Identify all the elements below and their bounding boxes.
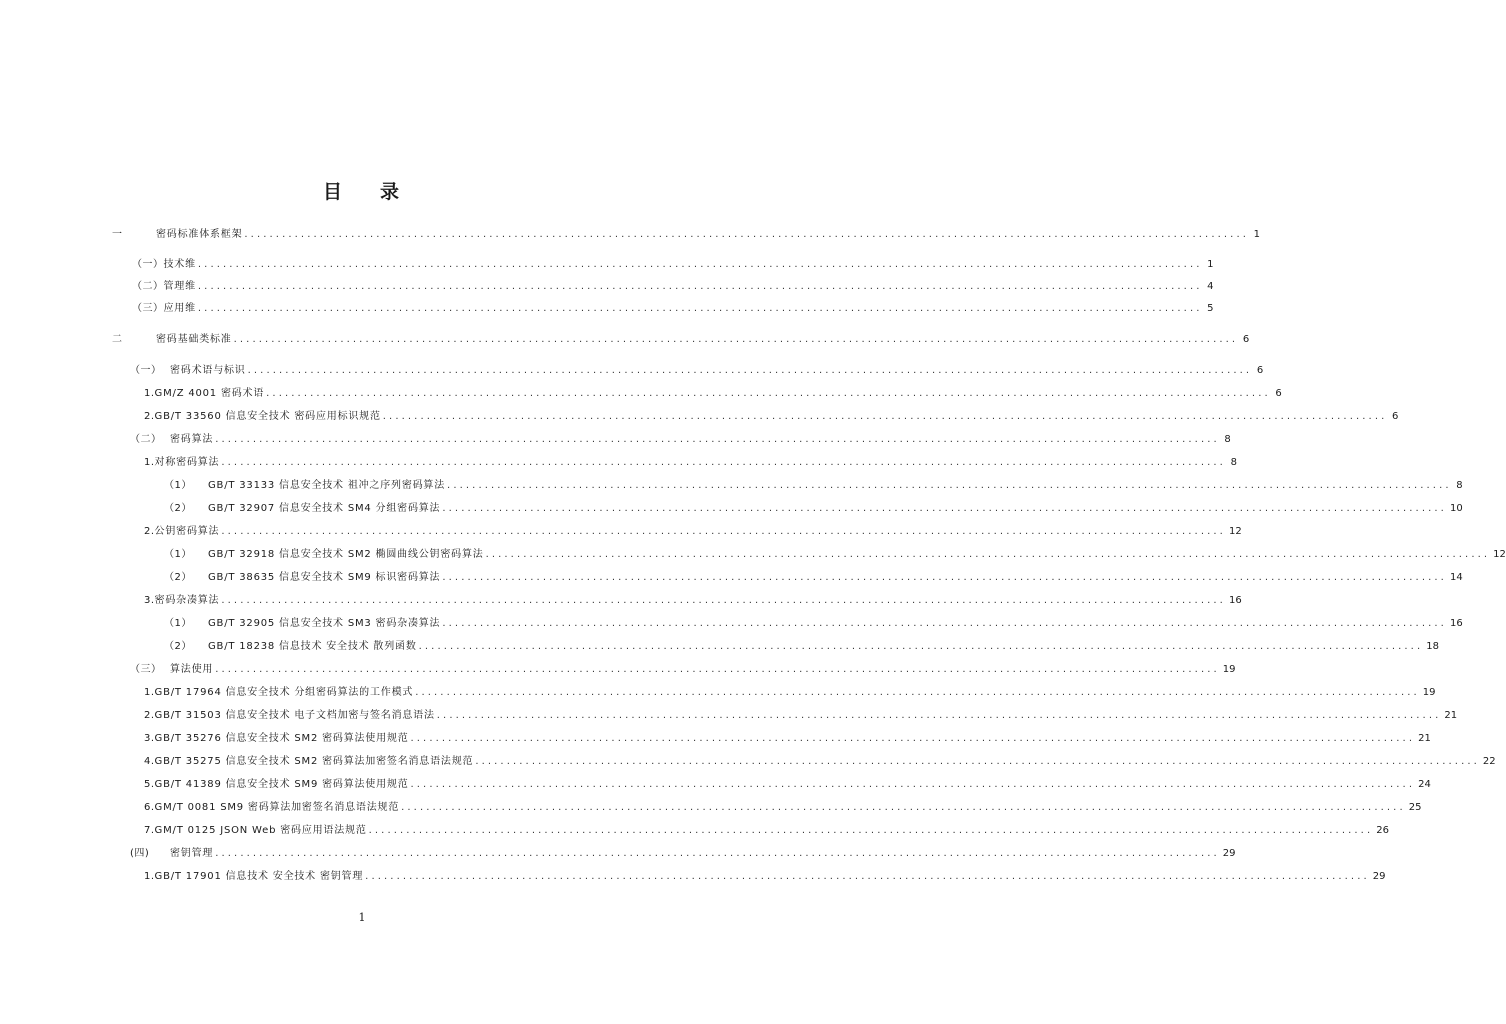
toc-entry[interactable] [144,590,1242,608]
toc-entry-number: 1. [144,457,155,468]
toc-entry-page: 12 [1228,526,1242,537]
dot-leader: ................................................................................................................................................................ [410,779,1416,790]
toc-entry-title: GB/T 33560 信息安全技术 密码应用标识规范 [154,411,381,422]
toc-entry-page: 16 [1449,618,1463,629]
toc-entry-number: 1. [144,871,155,882]
toc-entry[interactable] [112,329,1250,347]
toc-entry-page: 18 [1426,641,1439,652]
toc-entry-title: 密码杂凑算法 [154,595,220,606]
toc-entry-title: GB/T 33133 信息安全技术 祖冲之序列密码算法 [208,480,446,491]
toc-entry-number: （2） [164,572,192,583]
toc-entry[interactable] [164,613,1463,631]
toc-entry-number: 一 [112,229,123,240]
toc-entry-page: 26 [1376,825,1389,836]
toc-entry-number: 2. [144,710,155,721]
toc-entry-page: 8 [1224,434,1231,445]
toc-entry-page: 10 [1449,503,1463,514]
toc-entry-page: 29 [1372,871,1386,882]
dot-leader: ................................................................................................................................................................ [197,259,1203,270]
dot-leader: ................................................................................................................................................................ [442,618,1447,629]
dot-leader: ................................................................................................................................................................ [368,825,1374,836]
toc-title [0,177,724,204]
toc-entry-page: 21 [1444,710,1458,721]
toc-entry-number: 5. [144,779,155,790]
toc-entry-title: 密码术语与标识 [170,365,246,376]
toc-entry-number: 二 [112,334,123,345]
toc-entry-number: (四) [130,848,150,859]
dot-leader: ................................................................................................................................................................ [215,434,1220,445]
dot-leader: ................................................................................................................................................................ [197,281,1203,292]
toc-entry-page: 6 [1275,388,1282,399]
toc-entry-number: （2） [164,503,192,514]
toc-entry-number: 4. [144,756,155,767]
toc-entry[interactable] [144,452,1237,470]
toc-entry-number: （1） [164,618,192,629]
toc-entry-page: 19 [1422,687,1436,698]
toc-entry-title: GB/T 35275 信息安全技术 SM2 密码算法加密签名消息语法规范 [154,756,474,767]
toc-entry-title: GB/T 18238 信息技术 安全技术 散列函数 [208,641,417,652]
toc-entry-title: 公钥密码算法 [154,526,220,537]
toc-entry-page: 6 [1392,411,1399,422]
toc-entry-page: 19 [1222,664,1236,675]
toc-entry-title: GB/T 41389 信息安全技术 SM9 密码算法使用规范 [154,779,409,790]
toc-entry-number: 3. [144,595,155,606]
toc-entry-page: 21 [1418,733,1431,744]
toc-entry-title: 密码基础类标准 [156,334,232,345]
dot-leader: ................................................................................................................................................................ [436,710,1442,721]
dot-leader: ................................................................................................................................................................ [197,303,1203,314]
dot-leader: ................................................................................................................................................................ [266,388,1271,399]
toc-entry[interactable] [144,774,1431,792]
dot-leader: ................................................................................................................................................................ [365,871,1370,882]
toc-entry-number: （2） [164,641,192,652]
toc-title-part1: 目 [322,181,344,203]
toc-entry-page: 1 [1253,229,1260,240]
dot-leader: ................................................................................................................................................................ [442,503,1447,514]
toc-entry-number: （三） [132,303,164,314]
toc-entry-title: 对称密码算法 [154,457,220,468]
toc-entry-number: （一） [130,365,162,376]
toc-entry-number: 7. [144,825,155,836]
dot-leader: ................................................................................................................................................................ [475,756,1480,767]
dot-leader: ................................................................................................................................................................ [215,664,1220,675]
toc-entry[interactable] [144,705,1458,723]
toc-entry[interactable] [144,383,1282,401]
toc-entry[interactable] [164,636,1439,654]
toc-entry-number: （一） [132,259,164,270]
toc-entry-page: 1 [1207,259,1214,270]
toc-entry-number: （三） [130,664,162,675]
toc-entry-title: 密码算法 [170,434,214,445]
toc-entry[interactable] [130,429,1231,447]
toc-title-part2: 录 [380,181,402,203]
toc-entry-page: 25 [1408,802,1422,813]
toc-entry[interactable] [144,797,1422,815]
toc-entry[interactable] [132,276,1214,294]
dot-leader: ................................................................................................................................................................ [447,480,1452,491]
toc-entry[interactable] [144,406,1399,424]
dot-leader: ................................................................................................................................................................ [410,733,1416,744]
toc-entry-title: GB/T 31503 信息安全技术 电子文档加密与签名消息语法 [154,710,435,721]
toc-entry[interactable] [130,360,1264,378]
toc-entry-page: 5 [1207,303,1214,314]
toc-entry-page: 4 [1207,281,1214,292]
toc-entry[interactable] [164,544,1506,562]
toc-entry-number: 1. [144,687,155,698]
toc-entry[interactable] [164,475,1463,493]
page-number: 1 [358,911,366,924]
toc-entry[interactable] [132,254,1214,272]
toc-entry-number: 2. [144,411,155,422]
toc-entry-page: 14 [1449,572,1463,583]
dot-leader: ................................................................................................................................................................ [418,641,1424,652]
dot-leader: ................................................................................................................................................................ [247,365,1253,376]
toc-entry-page: 6 [1242,334,1250,345]
toc-entry-title: GB/T 38635 信息安全技术 SM9 标识密码算法 [208,572,441,583]
toc-entry[interactable] [132,298,1214,316]
dot-leader: ................................................................................................................................................................ [233,334,1239,345]
dot-leader: ................................................................................................................................................................ [442,572,1447,583]
toc-entry[interactable] [112,224,1260,242]
toc-entry-page: 22 [1482,756,1496,767]
toc-entry[interactable] [144,820,1389,838]
toc-entry-page: 29 [1222,848,1236,859]
toc-entry-title: GB/T 35276 信息安全技术 SM2 密码算法使用规范 [154,733,409,744]
toc-entry-title: 密钥管理 [170,848,214,859]
toc-entry-title: 管理维 [163,281,196,292]
dot-leader: ................................................................................................................................................................ [485,549,1491,560]
toc-entry-page: 6 [1256,365,1264,376]
dot-leader: ................................................................................................................................................................ [244,229,1249,240]
toc-entry[interactable] [144,521,1242,539]
toc-entry-title: GB/T 32905 信息安全技术 SM3 密码杂凑算法 [208,618,441,629]
toc-entry[interactable] [130,659,1236,677]
toc-entry-title: GB/T 32907 信息安全技术 SM4 分组密码算法 [208,503,441,514]
toc-entry-number: 3. [144,733,155,744]
toc-entry[interactable] [164,567,1463,585]
toc-entry-page: 12 [1493,549,1506,560]
toc-entry-title: GM/T 0081 SM9 密码算法加密签名消息语法规范 [154,802,400,813]
toc-entry-title: GB/T 17901 信息技术 安全技术 密钥管理 [154,871,364,882]
toc-entry[interactable] [130,843,1236,861]
toc-entry[interactable] [144,728,1431,746]
toc-entry[interactable] [164,498,1463,516]
dot-leader: ................................................................................................................................................................ [382,411,1388,422]
toc-entry-number: 2. [144,526,155,537]
toc-entry-title: 技术维 [163,259,196,270]
toc-entry-page: 16 [1228,595,1242,606]
toc-entry-page: 8 [1456,480,1463,491]
dot-leader: ................................................................................................................................................................ [401,802,1406,813]
toc-entry-page: 24 [1418,779,1431,790]
dot-leader: ................................................................................................................................................................ [221,595,1226,606]
toc-entry-number: （二） [132,281,164,292]
toc-entry-title: GM/T 0125 JSON Web 密码应用语法规范 [154,825,367,836]
toc-entry-number: （二） [130,434,162,445]
dot-leader: ................................................................................................................................................................ [215,848,1220,859]
dot-leader: ................................................................................................................................................................ [221,457,1226,468]
dot-leader: ................................................................................................................................................................ [221,526,1226,537]
toc-entry-number: （1） [164,480,192,491]
toc-entry-title: GB/T 17964 信息安全技术 分组密码算法的工作模式 [154,687,414,698]
dot-leader: ................................................................................................................................................................ [415,687,1420,698]
toc-entry-title: 应用维 [163,303,196,314]
toc-entry[interactable] [144,751,1496,769]
toc-entry-page: 8 [1230,457,1237,468]
toc-entry-title: GM/Z 4001 密码术语 [154,388,265,399]
toc-entry[interactable] [144,866,1386,884]
toc-entry-title: GB/T 32918 信息安全技术 SM2 椭圆曲线公钥密码算法 [208,549,484,560]
toc-entry-number: 1. [144,388,155,399]
toc-entry-title: 密码标准体系框架 [156,229,243,240]
toc-entry-number: （1） [164,549,192,560]
toc-entry-number: 6. [144,802,155,813]
toc-entry-title: 算法使用 [170,664,214,675]
toc-entry[interactable] [144,682,1436,700]
